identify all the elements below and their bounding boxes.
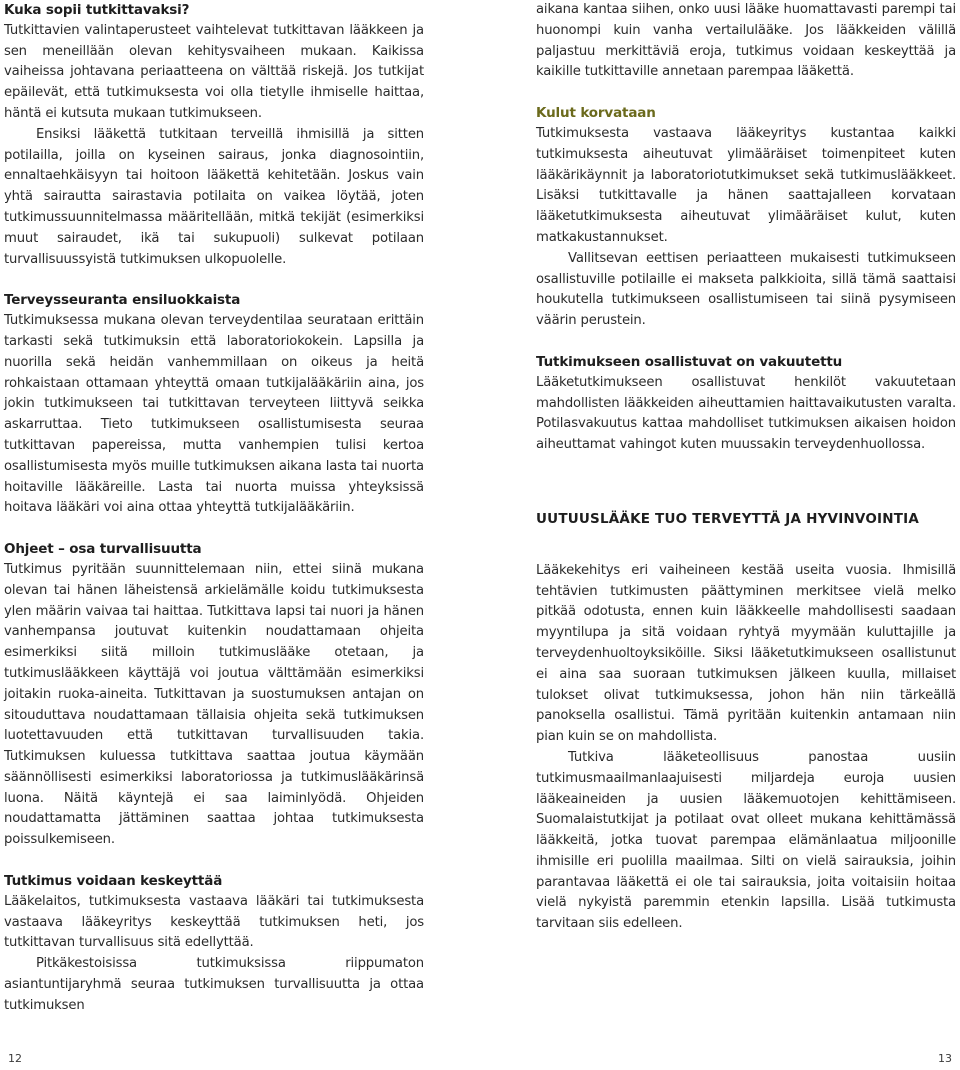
paragraph: Ensiksi lääkettä tutkitaan terveillä ihmisillä ja sitten potilailla, joilla on kyseinen sairaus, jonka diagnosointiin, ennaltaehkäisyyn tai hoitoon lääkettä kehitetään. Joskus vain yhtä sairautta sairastavia potilaita on vaikea löytää, joten tutkimussuunnitelmassa määritellään, mitkä tekijät (esimerkiksi muut sairaudet, ikä tai sukupuoli) sulkevat potilaan turvallisuussyistä tutkimuksen ulkopuolelle. (4, 126, 424, 267)
paragraph: Vallitsevan eettisen periaatteen mukaisesti tutkimukseen osallistuville potilaille ei makseta palkkioita, sillä tämä saattaisi houkutella tutkimukseen osallistumiseen tai siinä pysymiseen väärin perustein. (536, 250, 956, 329)
right-column (536, 0, 956, 935)
paragraph: Tutkiva lääketeollisuus panostaa uusiin tutkimusmaailmanlaajuisesti miljardeja euroja uusien lääkeaineiden ja uusien lääkemuotojen kehittämiseen. Suomalaistutkijat ja potilaat ovat olleet mukana kehittämässä lääkkeitä, jotka tuovat parempaa elämänlaatua miljoonille ihmisille eri puolilla maailmaa. Silti on vielä sairauksia, joihin parantavaa lääkettä ei ole tai sairauksia, joita voitaisiin hoitaa vielä nykyistä paremmin etenkin lapsilla. Lisää tutkimusta tarvitaan siis edelleen. (536, 749, 956, 932)
section-heading-health-monitoring: Terveysseuranta ensiluokkaista (4, 292, 241, 309)
paragraph: Tutkittavien valintaperusteet vaihtelevat tutkittavan lääkkeen ja sen meneillään olevan kehitysvaiheen mukaan. Kaikissa vaiheissa johtavana periaatteena on välttää riskejä. Jos tutkijat epäilevät, että tutkimuksesta voi olla tietylle ihmiselle haittaa, häntä ei kutsuta mukaan tutkimukseen. (4, 22, 424, 121)
section-heading-insurance: Tutkimukseen osallistuvat on vakuutettu (536, 353, 843, 370)
paragraph-continued: aikana kantaa siihen, onko uusi lääke huomattavasti parempi tai huonompi kuin vanha vertailulääke. Jos lääkkeiden välillä paljastuu merkittäviä eroja, tutkimus voidaan keskeyttää ja kaikille tutkittaville annetaan parempaa lääkettä. (536, 2, 956, 80)
page-number-left: 12 (8, 1052, 22, 1065)
paragraph: Lääketutkimukseen osallistuvat henkilöt vakuutetaan mahdollisten lääkkeiden aiheuttamien haittavaikutusten varalta. Potilasvakuutus kattaa mahdolliset tutkimuksen aikaisen hoidon aiheuttamat vahingot kuten muussakin terveydenhuollossa. (536, 374, 956, 453)
page-number-right: 13 (938, 1052, 952, 1065)
paragraph: Lääkekehitys eri vaiheineen kestää useita vuosia. Ihmisillä tehtävien tutkimusten päättyminen merkitsee vielä melko pitkää odotusta, ennen kuin lääkkeelle mahdollisesti saadaan myyntilupa ja sitä voidaan ryhtyä myymään kuluttajille ja terveydenhuoltoyksiköille. Siksi lääketutkimukseen osallistunut ei aina saa suoraan tutkimuksen jälkeen kuulla, millaiset tulokset olivat tutkimuksessa, johon hän niin tärkeällä panoksella osallistui. Tämä pyritään kuitenkin antamaan niin pian kuin se on mahdollista. (536, 562, 956, 745)
paragraph: Pitkäkestoisissa tutkimuksissa riippumaton asiantuntijaryhmä seuraa tutkimuksen turvallisuutta ja ottaa tutkimuksen (4, 956, 424, 1013)
paragraph: Tutkimuksessa mukana olevan terveydentilaa seurataan erittäin tarkasti sekä tutkimuksin että laboratoriokokein. Lapsilla ja nuorilla sekä heidän vanhemmillaan on oikeus ja heitä rohkaistaan ottamaan yhteyttä omaan tutkijalääkäriin aina, jos jokin tutkimukseen tai tutkittavan terveyteen liittyvä seikka askarruttaa. Tieto tutkimukseen osallistumisesta seuraa tutkittavan papereissa, mutta vanhempien tulisi kertoa osallistumisesta myös muille tutkimuksen aikana lasta tai nuorta hoitaville lääkäreille. Lasta tai nuorta muissa yhteyksissä hoitava lääkäri voi aina ottaa yhteyttä tutkijalääkäriin. (4, 313, 424, 516)
section-banner-new-drug: UUTUUSLÄÄKE TUO TERVEYTTÄ JA HYVINVOINTIA (536, 510, 920, 527)
section-heading-instructions: Ohjeet – osa turvallisuutta (4, 541, 202, 558)
paragraph: Tutkimuksesta vastaava lääkeyritys kustantaa kaikki tutkimuksesta aiheutuvat ylimääräiset toimenpiteet kuten lääkärikäynnit ja laboratoriotutkimukset sekä tutkimuslääkkeet. Lisäksi tutkittavalle ja hänen saattajalleen korvataan lääketutkimuksesta aiheutuvat ylimääräiset kulut, kuten matkakustannukset. (536, 125, 956, 245)
left-column (4, 0, 424, 1017)
paragraph: Tutkimus pyritään suunnittelemaan niin, ettei siinä mukana olevan tai hänen läheistensä arkielämälle koidu tutkimuksesta ylen määrin vaivaa tai haittaa. Tutkittava lapsi tai nuori ja hänen vanhempansa joutuvat kuitenkin noudattamaan ohjeita esimerkiksi siitä milloin tutkimuslääke otetaan, ja tutkimuslääkkeen käyttäjä voi joutua välttämään esimerkiksi joitakin ruoka-aineita. Tutkittavan ja suostumuksen antajan on sitouduttava noudattamaan tällaisia ohjeita sekä tutkimuksen luotettavuuden että tutkittavan turvallisuuden takia. Tutkimuksen kuluessa tutkittava saattaa joutua käymään säännöllisesti esimerkiksi laboratoriossa ja tutkimuslääkärinsä luona. Näitä käyntejä ei saa laiminlyödä. Ohjeiden noudattamatta jättäminen saattaa johtaa tutkimuksesta poissulkemiseen. (4, 561, 424, 848)
section-heading-who-suits: Kuka sopii tutkittavaksi? (4, 2, 190, 18)
paragraph: Lääkelaitos, tutkimuksesta vastaava lääkäri tai tutkimuksesta vastaava lääkeyritys keskeyttää tutkimuksen heti, jos tutkittavan turvallisuus sitä edellyttää. (4, 893, 424, 951)
section-heading-study-can-stop: Tutkimus voidaan keskeyttää (4, 873, 223, 890)
section-heading-costs: Kulut korvataan (536, 105, 656, 122)
